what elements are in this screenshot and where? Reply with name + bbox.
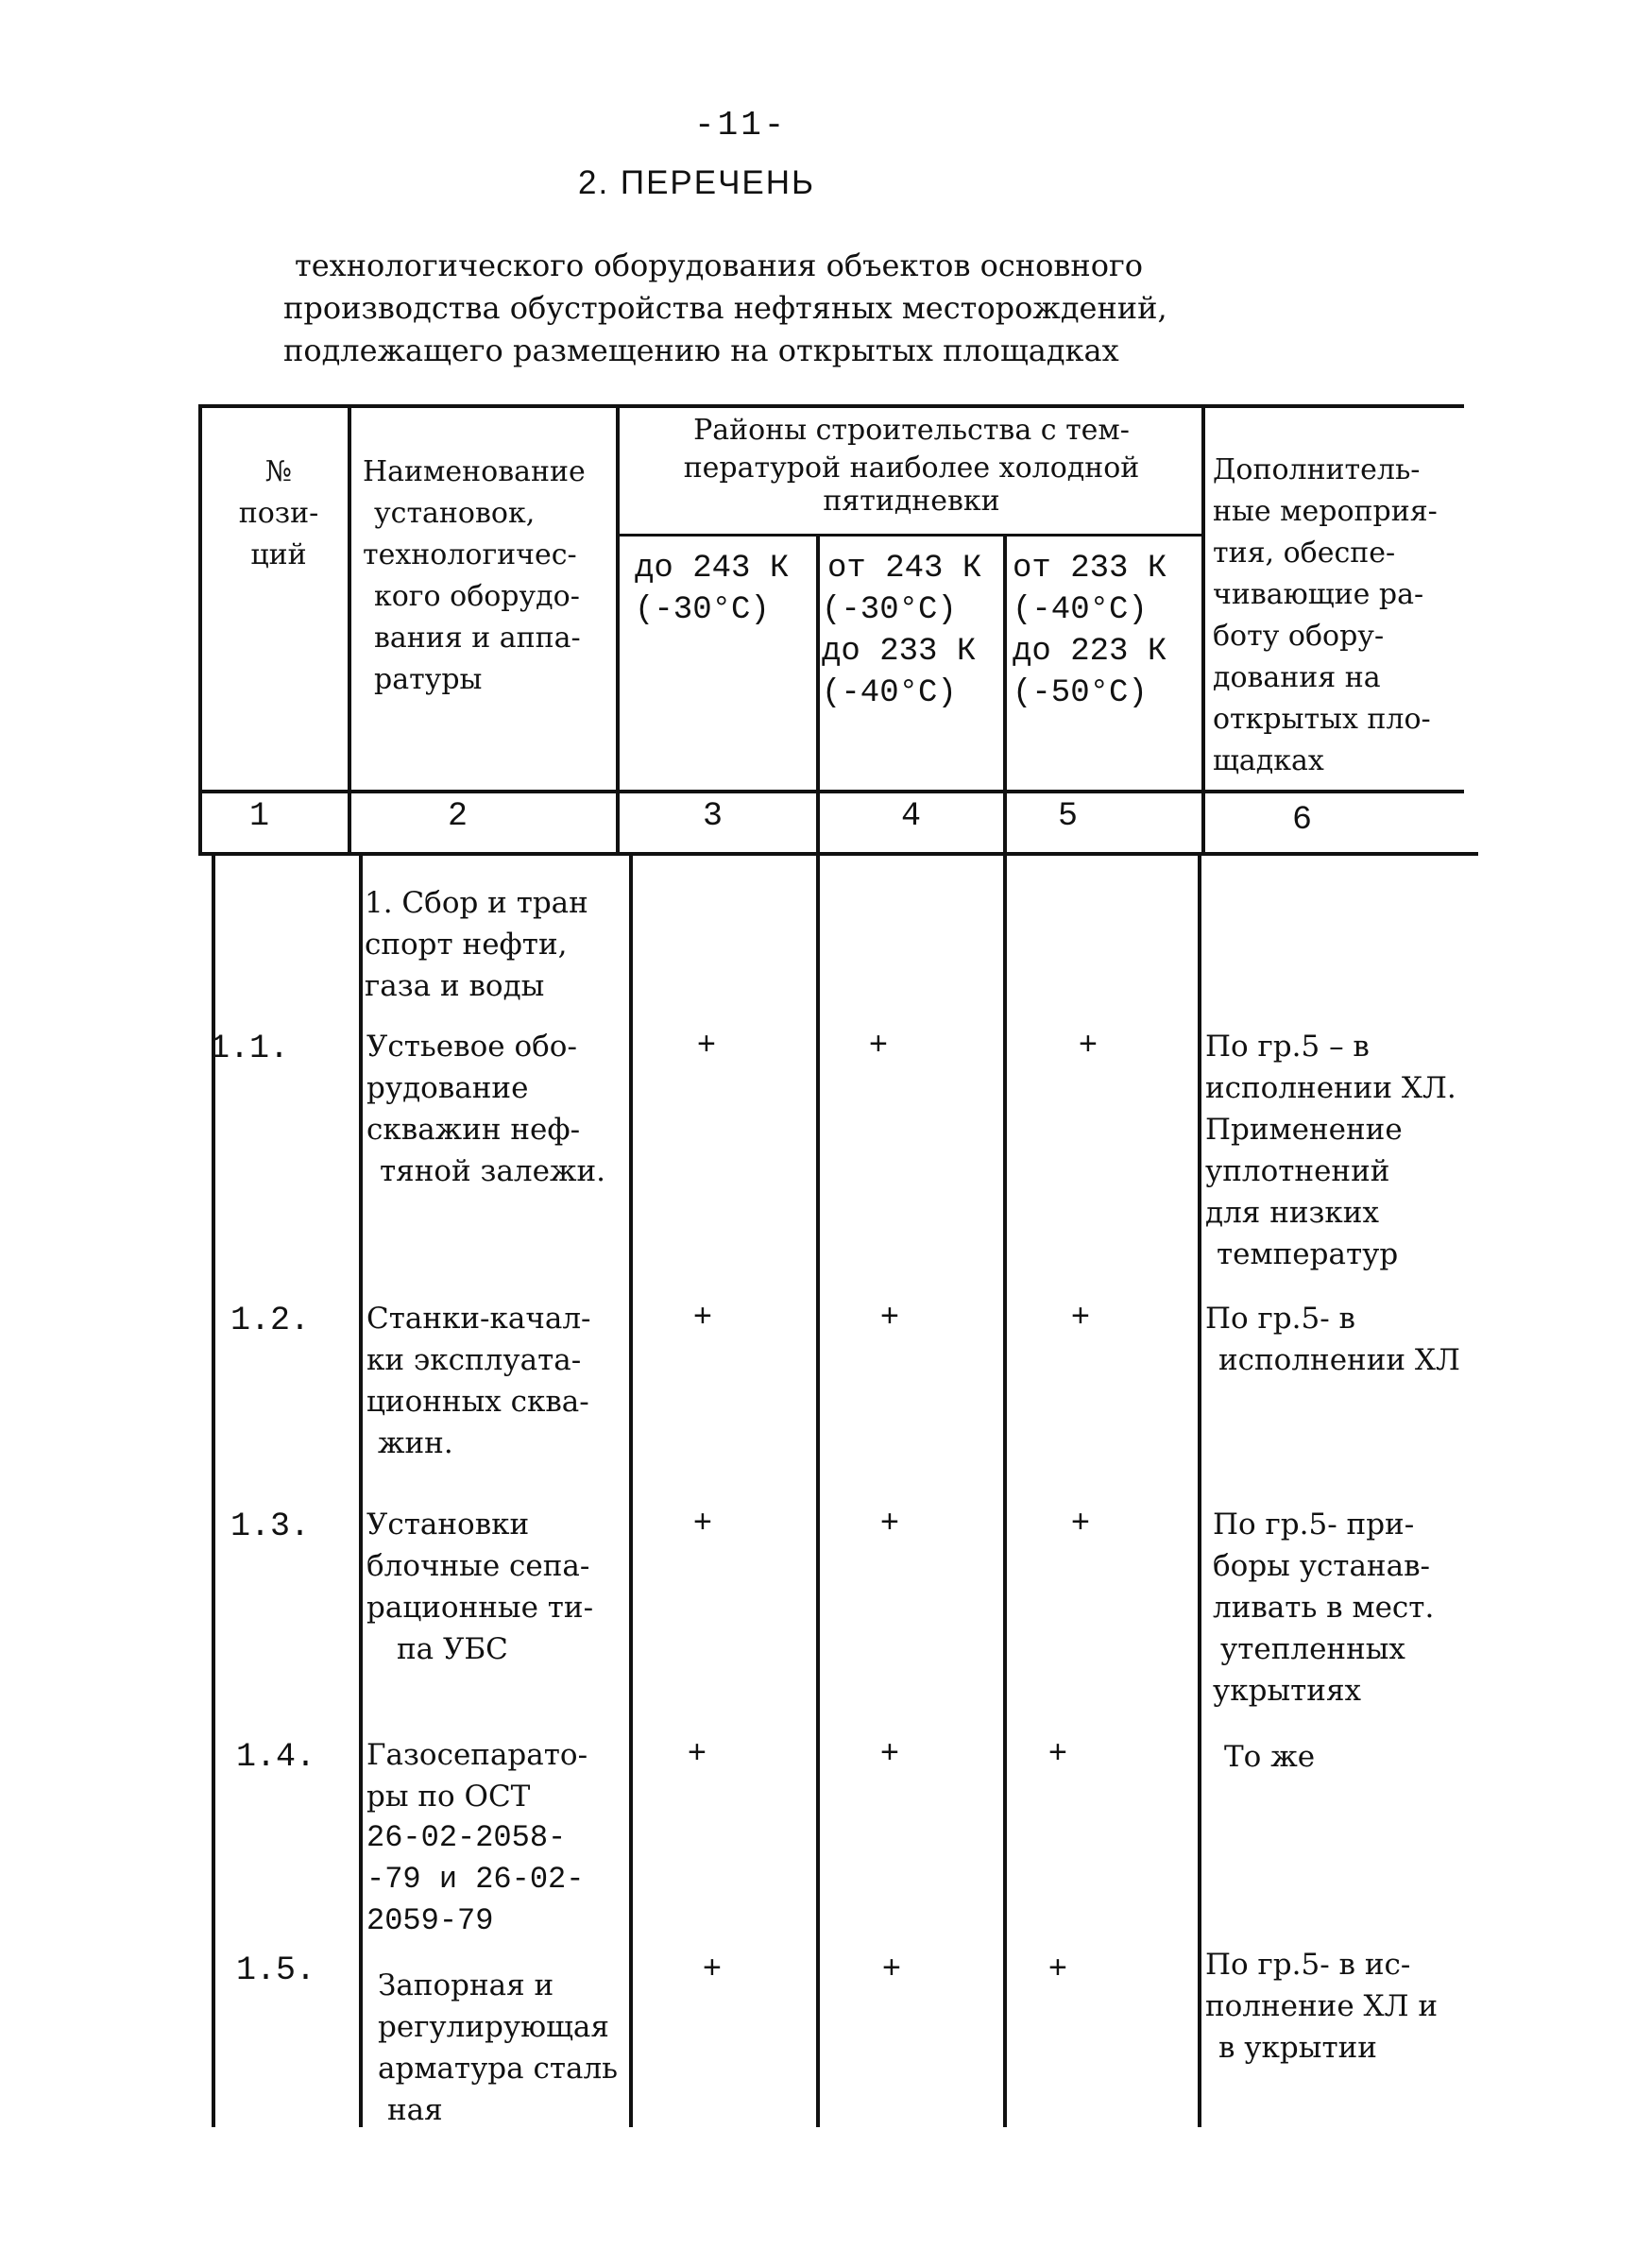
column-divider	[1198, 852, 1201, 2127]
mark-plus: +	[693, 1504, 712, 1540]
subtitle-line: подлежащего размещению на открытых площадках	[283, 332, 1119, 368]
row-note: То же	[1224, 1740, 1316, 1774]
group-heading: 1. Сбор и тран спорт нефти, газа и воды	[365, 886, 588, 1003]
column-number: 1	[249, 797, 270, 835]
mark-plus: +	[1071, 1504, 1090, 1540]
mark-plus: +	[1079, 1026, 1098, 1062]
header-additional-measures: Дополнитель- ные мероприя- тия, обеспе- чивающие ра- боту обору- дования на открытых пло- щадках	[1213, 453, 1438, 777]
column-divider	[616, 404, 620, 852]
mark-plus: +	[688, 1734, 707, 1770]
row-position: 1.4.	[236, 1738, 316, 1776]
header-col5: от 233 К (-40°С) до 223 К (-50°С)	[1013, 551, 1167, 711]
header-name: Наименование установок, технологичес- кого оборудо- вания и аппа- ратуры	[363, 455, 586, 696]
row-position: 1.1.	[210, 1030, 290, 1067]
mark-plus: +	[1071, 1298, 1090, 1334]
row-note: По гр.5- в ис- полнение ХЛ и в укрытии	[1205, 1948, 1439, 2065]
row-name: Запорная и регулирующая арматура сталь ная	[378, 1968, 619, 2127]
subtitle-line: технологического оборудования объектов основного	[295, 247, 1144, 283]
column-divider	[816, 534, 820, 852]
column-number: 3	[703, 797, 724, 835]
row-position: 1.5.	[236, 1951, 316, 1989]
mark-plus: +	[697, 1026, 716, 1062]
mark-plus: +	[880, 1734, 899, 1770]
column-number: 2	[448, 797, 468, 835]
row-name: Газосепарато- ры по ОСТ 26-02-2058- -79 и 26-02- 2059-79	[366, 1738, 588, 1938]
row-note: По гр.5 – в исполнении ХЛ. Применение уплотнений для низких температур	[1205, 1030, 1456, 1271]
mark-plus: +	[703, 1950, 722, 1985]
column-divider	[198, 404, 202, 852]
row-note: По гр.5- в исполнении ХЛ	[1205, 1302, 1460, 1377]
row-name: Установки блочные сепа- рационные ти- па УБС	[366, 1508, 594, 1666]
mark-plus: +	[880, 1504, 899, 1540]
mark-plus: +	[882, 1950, 901, 1985]
column-divider	[1201, 404, 1205, 852]
column-number: 5	[1058, 797, 1079, 835]
page-number: -11-	[694, 106, 788, 145]
mark-plus: +	[1048, 1950, 1067, 1985]
row-position: 1.3.	[230, 1508, 311, 1545]
group-header-rule	[618, 534, 1203, 537]
section-title: 2. ПЕРЕЧЕНЬ	[578, 164, 816, 201]
column-divider	[359, 852, 363, 2127]
header-bottom-rule	[198, 790, 1464, 793]
row-note: По гр.5- при- боры устанав- ливать в мест. утепленных укрытиях	[1213, 1508, 1435, 1708]
header-position: № пози- ций	[238, 455, 319, 571]
mark-plus: +	[869, 1026, 888, 1062]
column-number: 6	[1292, 801, 1313, 839]
column-divider	[348, 404, 351, 852]
header-col4: от 243 К (-30°С) до 233 К (-40°С)	[822, 551, 982, 711]
mark-plus: +	[1048, 1734, 1067, 1770]
column-numbers-rule	[198, 852, 1478, 856]
column-number: 4	[901, 797, 922, 835]
header-construction-regions: Районы строительства с тем- пературой наиболее холодной пятидневки	[683, 414, 1140, 518]
row-name: Устьевое обо- рудование скважин неф- тяной залежи.	[366, 1030, 606, 1188]
subtitle-line: производства обустройства нефтяных месторождений,	[283, 290, 1167, 326]
column-divider	[816, 852, 820, 2127]
column-divider	[1003, 852, 1007, 2127]
column-divider	[1003, 534, 1007, 852]
row-name: Станки-качал- ки эксплуата- ционных сква- жин.	[366, 1302, 591, 1460]
column-divider	[629, 852, 633, 2127]
row-position: 1.2.	[230, 1302, 311, 1339]
mark-plus: +	[880, 1298, 899, 1334]
table-top-rule	[198, 404, 1464, 408]
header-col3: до 243 К (-30°С)	[635, 551, 790, 628]
mark-plus: +	[693, 1298, 712, 1334]
